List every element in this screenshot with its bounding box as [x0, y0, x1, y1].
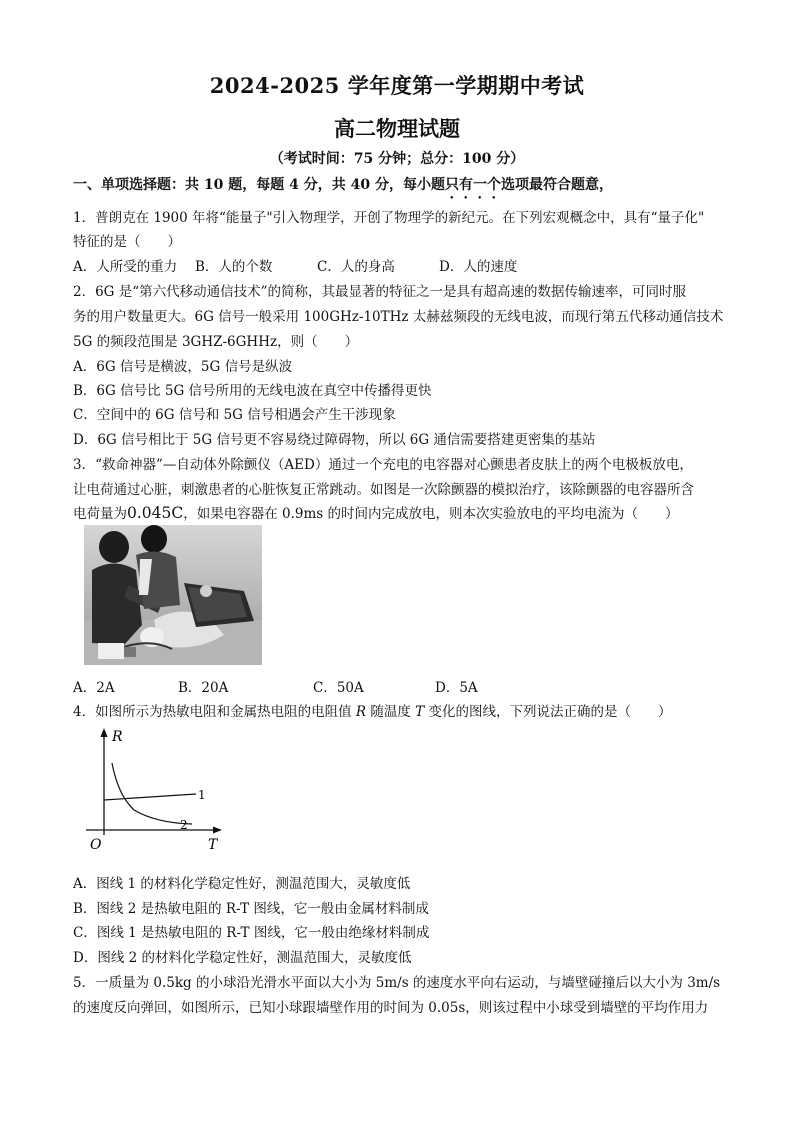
q1-line1: 1．普朗克在 1900 年将“能量子"引入物理学，开创了物理学的新纪元。在下列宏观概念中，具有“量子化": [73, 210, 705, 226]
q3-option-d: D．5A: [435, 680, 478, 696]
q1-option-c: C．人的身高: [317, 259, 395, 275]
q3-line3-post: ，如果电容器在 0.9ms 的时间内完成放电，则本次实验放电的平均电流为（ ）: [183, 506, 679, 522]
q3-line2: 让电荷通过心脏，刺激患者的心脏恢复正常跳动。如图是一次除颤器的模拟治疗，该除颤器的电容器所含: [73, 482, 694, 498]
q3-charge-value: 0.045C: [127, 504, 184, 522]
section-heading-post: 选项最符合题意，: [500, 177, 613, 193]
q2-option-c: C．空间中的 6G 信号和 5G 信号相遇会产生干涉现象: [73, 407, 396, 423]
q2-option-a: A．6G 信号是横波，5G 信号是纵波: [73, 359, 293, 375]
exam-title: 2024-2025 学年度第一学期期中考试: [209, 73, 585, 98]
q2-option-b: B．6G 信号比 5G 信号所用的无线电波在真空中传播得更快: [73, 383, 432, 399]
q4-line1: [73, 700, 671, 720]
q4-line1-mid: 随温度: [366, 704, 416, 720]
q3-line3: [73, 502, 679, 522]
q1-option-b: B．人的个数: [195, 259, 273, 275]
graph-x-label: T: [208, 837, 218, 853]
q2-option-d: D．6G 信号相比于 5G 信号更不容易绕过障碍物，所以 6G 通信需要搭建更密集的基站: [73, 432, 596, 448]
q4-line1-post: 变化的图线，下列说法正确的是（ ）: [424, 704, 672, 720]
q4-line1-pre: 4．如图所示为热敏电阻和金属热电阻的电阻值: [73, 704, 356, 720]
section-heading-emph: 只有一个: [444, 177, 501, 193]
q3-option-c: C．50A: [313, 680, 364, 696]
q4-option-a: A．图线 1 的材料化学稳定性好，测温范围大，灵敏度低: [73, 876, 411, 892]
q1-options: [73, 255, 517, 275]
exam-info: （考试时间：75 分钟；总分：100 分）: [269, 151, 525, 167]
q4-option-d: D．图线 2 的材料化学稳定性好，测温范围大，灵敏度低: [73, 950, 412, 966]
q1-line2: 特征的是（ ）: [73, 234, 181, 250]
q3-line3-pre: 电荷量为: [73, 506, 127, 522]
q4-option-b: B．图线 2 是热敏电阻的 R-T 图线，它一般由金属材料制成: [73, 901, 429, 917]
graph-curve2-label: 2: [180, 818, 188, 832]
q2-line2: 务的用户数量更大。6G 信号一般采用 100GHz-10THz 太赫兹频段的无线电波，而现行第五代移动通信技术: [73, 309, 724, 325]
q3-line1: 3．“救命神器”—自动体外除颤仪（AED）通过一个充电的电容器对心颤患者皮肤上的两个电极板放电，: [73, 457, 693, 473]
q1-option-a: A．人所受的重力: [73, 259, 178, 275]
q2-line3: 5G 的频段范围是 3GHZ-6GHHz，则（ ）: [73, 334, 359, 350]
section-heading: [73, 174, 613, 202]
graph-origin-label: O: [90, 837, 102, 853]
curve-2: [112, 763, 192, 824]
section-heading-pre: 一、单项选择题：共 10 题，每题 4 分，共 40 分，每小题: [73, 177, 445, 193]
q3-options: [73, 676, 478, 696]
rt-graph: [76, 725, 226, 855]
q5-line1: 5．一质量为 0.5kg 的小球沿光滑水平面以大小为 5m/s 的速度水平向右运动，与墙壁碰撞后以大小为 3m/s: [73, 975, 721, 991]
q4-option-c: C．图线 1 是热敏电阻的 R-T 图线，它一般由绝缘材料制成: [73, 925, 430, 941]
q2-line1: 2．6G 是“第六代移动通信技术”的简称，其最显著的特征之一是具有超高速的数据传输速率，可同时服: [73, 284, 687, 300]
q3-option-b: B．20A: [178, 680, 229, 696]
q4-symbol-t: T: [415, 704, 425, 720]
curve-1: [104, 794, 196, 800]
q5-line2: 的速度反向弹回，如图所示，已知小球跟墙壁作用的时间为 0.05s，则该过程中小球受到墙壁的平均作用力: [73, 1000, 709, 1016]
graph-curve1-label: 1: [198, 788, 206, 802]
q3-option-a: A．2A: [73, 680, 115, 696]
graph-y-label: R: [112, 729, 123, 745]
exam-subtitle: 高二物理试题: [334, 116, 460, 141]
q1-option-d: D．人的速度: [439, 259, 518, 275]
y-axis-arrow-icon: [101, 728, 108, 737]
x-axis-arrow-icon: [213, 827, 222, 834]
aed-photo: [84, 525, 262, 665]
q4-symbol-r: R: [355, 704, 367, 720]
